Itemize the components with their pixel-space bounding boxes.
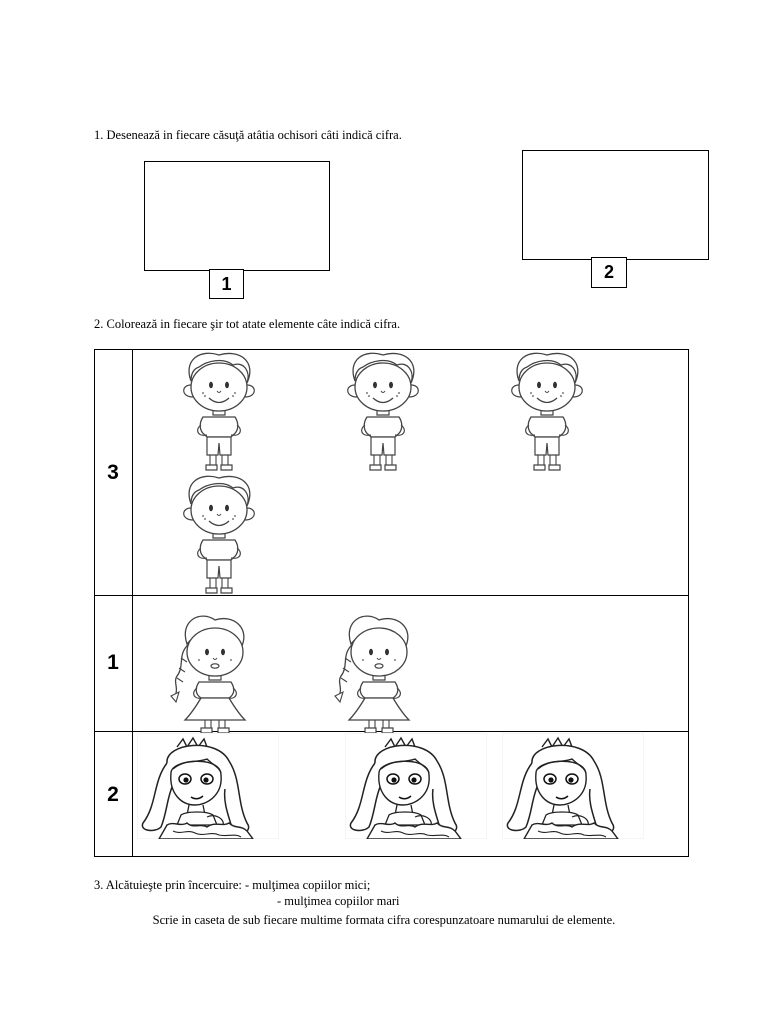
number-box-2: 2 xyxy=(591,257,627,288)
number-box-1: 1 xyxy=(209,269,244,299)
exercise-3-line-1: 3. Alcătuieşte prin încercuire: - mulţimea copiilor mici; xyxy=(94,878,371,892)
exercise-2-instruction: 2. Colorează in fiecare şir tot atate elemente câte indică cifra. xyxy=(94,317,401,331)
girl-with-braid-icon[interactable] xyxy=(156,614,266,734)
row-number-2: 2 xyxy=(107,783,119,806)
princess-icon[interactable] xyxy=(502,733,644,839)
table-row-divider-1 xyxy=(94,595,689,596)
drawing-box-1[interactable] xyxy=(144,161,330,271)
boy-icon[interactable] xyxy=(341,351,427,471)
table-column-divider xyxy=(132,349,133,857)
table-border-left xyxy=(94,349,95,857)
table-border-right xyxy=(688,349,689,857)
boy-icon[interactable] xyxy=(505,351,591,471)
exercise-1-instruction: 1. Desenează in fiecare căsuţă atâtia ochisori câti indică cifra. xyxy=(94,128,402,142)
princess-icon[interactable] xyxy=(345,733,487,839)
boy-icon[interactable] xyxy=(177,351,263,471)
table-border-bottom xyxy=(94,856,689,857)
exercise-3-line-3: Scrie in caseta de sub fiecare multime formata cifra corespunzatoare numarului de elemente. xyxy=(152,913,616,927)
row-number-1: 1 xyxy=(107,651,119,674)
boy-icon[interactable] xyxy=(177,474,263,594)
princess-icon[interactable] xyxy=(137,733,279,839)
exercise-3-line-2: - mulţimea copiilor mari xyxy=(277,894,400,908)
row-number-3: 3 xyxy=(107,461,119,484)
drawing-box-2[interactable] xyxy=(522,150,709,260)
girl-with-braid-icon[interactable] xyxy=(320,614,430,734)
